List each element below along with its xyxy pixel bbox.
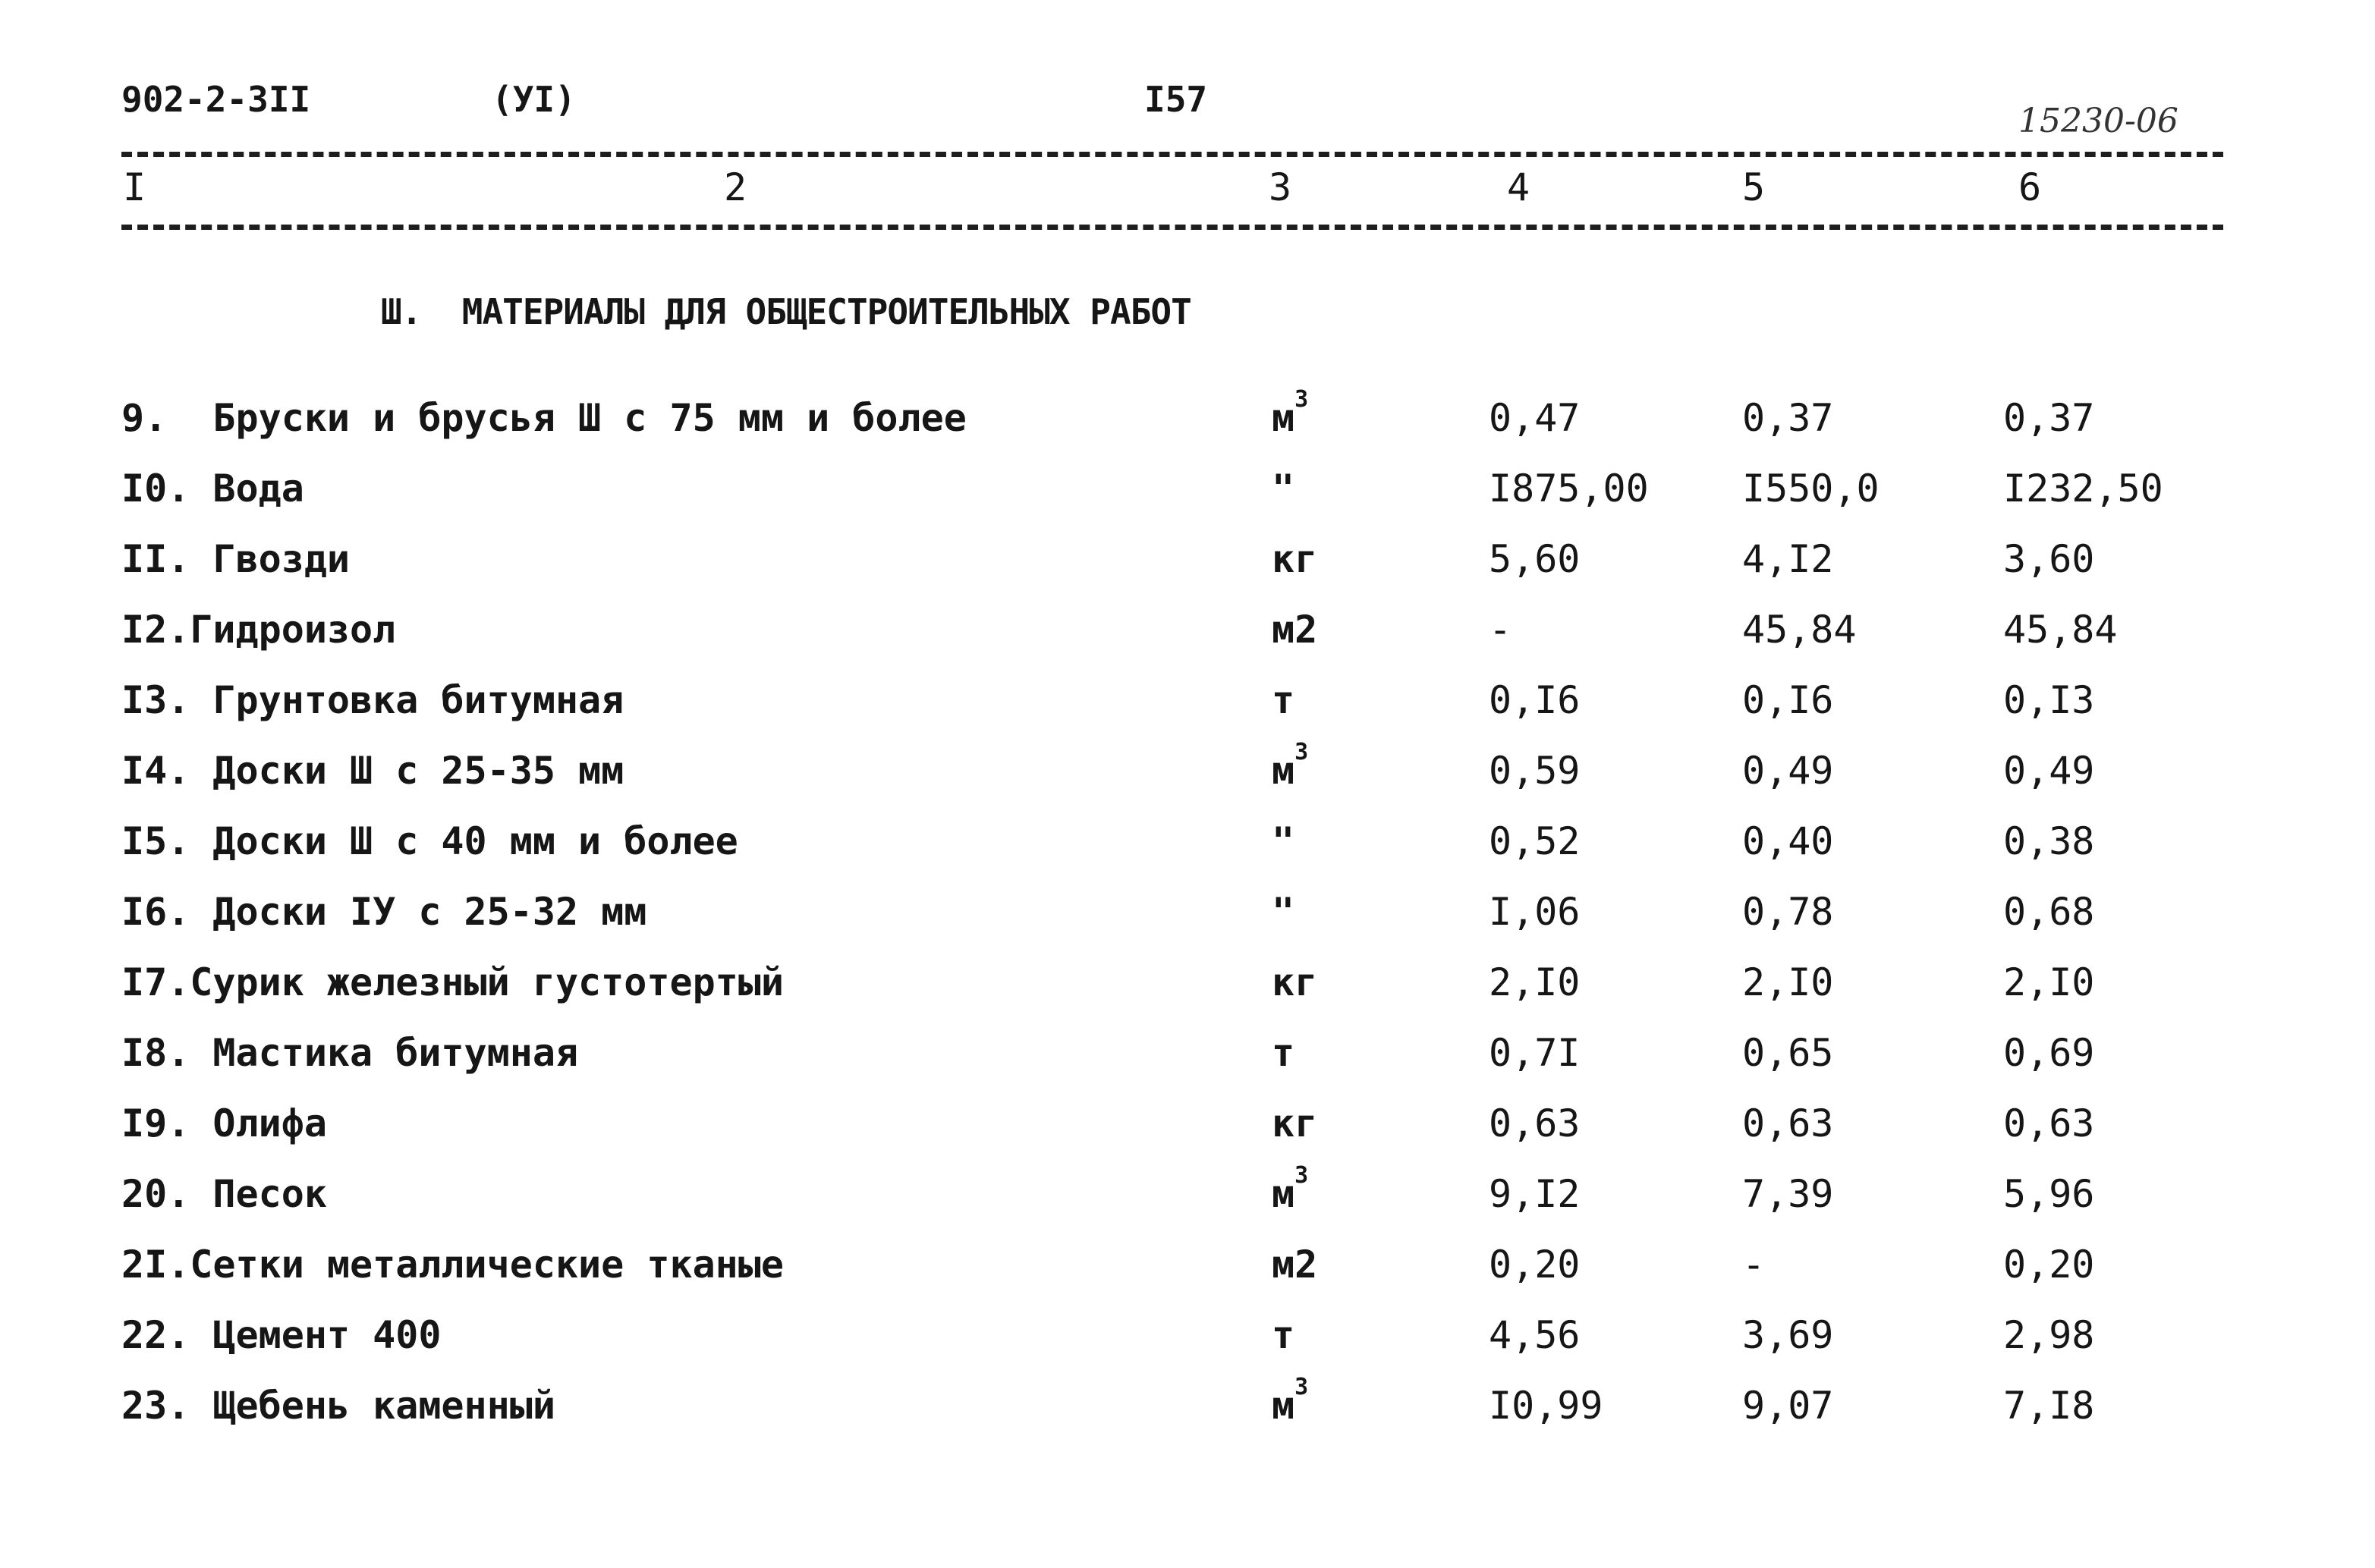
quantity-col4: 2,I0	[1489, 960, 1581, 1004]
quantity-col6: 45,84	[2003, 608, 2118, 652]
quantity-col6: 0,38	[2003, 819, 2095, 863]
quantity-col5: 0,78	[1742, 890, 1834, 934]
quantity-col5: 0,37	[1742, 396, 1834, 440]
quantity-col5: -	[1742, 1243, 1766, 1287]
material-name: 9. Бруски и брусья Ш с 75 мм и более	[121, 396, 967, 440]
quantity-col6: 0,63	[2003, 1101, 2095, 1145]
table-row	[0, 1162, 2375, 1236]
quantity-col5: 4,I2	[1742, 537, 1834, 581]
quantity-col4: 0,59	[1489, 749, 1581, 793]
quantity-col4: I875,00	[1489, 467, 1649, 511]
header-rule-top	[121, 152, 2223, 157]
table-row	[0, 819, 2375, 883]
material-name: 20. Песок	[121, 1172, 327, 1216]
column-number-1: I	[123, 165, 146, 209]
table-row	[0, 467, 2375, 530]
table-row	[0, 1243, 2375, 1306]
quantity-col4: 0,63	[1489, 1101, 1581, 1145]
material-name: I5. Доски Ш с 40 мм и более	[121, 819, 738, 863]
material-unit: $м^3$	[1272, 386, 1309, 440]
material-name: I2.Гидроизол	[121, 608, 396, 652]
quantity-col4: 0,52	[1489, 819, 1581, 863]
material-name: 2I.Сетки металлические тканые	[121, 1243, 784, 1287]
quantity-col6: 0,49	[2003, 749, 2095, 793]
table-row	[0, 1374, 2375, 1447]
material-unit: $м^3$	[1272, 1374, 1309, 1428]
material-unit: "	[1272, 890, 1295, 934]
quantity-col4: 4,56	[1489, 1313, 1581, 1357]
quantity-col6: 0,68	[2003, 890, 2095, 934]
table-row	[0, 1031, 2375, 1095]
material-name: I9. Олифа	[121, 1101, 327, 1145]
quantity-col4: I,06	[1489, 890, 1581, 934]
quantity-col6: 0,I3	[2003, 678, 2095, 722]
quantity-col4: 0,I6	[1489, 678, 1581, 722]
table-row	[0, 1101, 2375, 1165]
quantity-col5: 0,I6	[1742, 678, 1834, 722]
column-number-2: 2	[724, 165, 747, 209]
quantity-col5: 2,I0	[1742, 960, 1834, 1004]
series-code: (УI)	[492, 79, 576, 120]
quantity-col4: 0,47	[1489, 396, 1581, 440]
quantity-col5: 0,65	[1742, 1031, 1834, 1075]
quantity-col5: 0,49	[1742, 749, 1834, 793]
page-number: I57	[1144, 79, 1208, 120]
quantity-col6: 0,37	[2003, 396, 2095, 440]
material-name: I8. Мастика битумная	[121, 1031, 579, 1075]
material-unit: $м^3$	[1272, 739, 1309, 793]
header-rule-bottom	[121, 225, 2223, 230]
material-unit: м2	[1272, 608, 1318, 652]
quantity-col5: 45,84	[1742, 608, 1857, 652]
table-row	[0, 537, 2375, 601]
table-row	[0, 678, 2375, 742]
material-name: I7.Сурик железный густотертый	[121, 960, 784, 1004]
material-unit: м2	[1272, 1243, 1318, 1287]
quantity-col4: 5,60	[1489, 537, 1581, 581]
quantity-col6: 0,69	[2003, 1031, 2095, 1075]
quantity-col5: 7,39	[1742, 1172, 1834, 1216]
table-row	[0, 1313, 2375, 1377]
quantity-col6: 2,I0	[2003, 960, 2095, 1004]
quantity-col5: 3,69	[1742, 1313, 1834, 1357]
quantity-col6: 2,98	[2003, 1313, 2095, 1357]
quantity-col6: 3,60	[2003, 537, 2095, 581]
section-title: Ш. МАТЕРИАЛЫ ДЛЯ ОБЩЕСТРОИТЕЛЬНЫХ РАБОТ	[381, 291, 1191, 332]
quantity-col5: 0,40	[1742, 819, 1834, 863]
material-unit: $м^3$	[1272, 1162, 1309, 1216]
quantity-col4: 9,I2	[1489, 1172, 1581, 1216]
material-name: I0. Вода	[121, 467, 304, 511]
column-number-4: 4	[1507, 165, 1530, 209]
table-row	[0, 739, 2375, 812]
material-unit: т	[1272, 678, 1295, 722]
material-unit: кг	[1272, 537, 1318, 581]
quantity-col5: I550,0	[1742, 467, 1880, 511]
material-unit: "	[1272, 819, 1295, 863]
table-row	[0, 386, 2375, 460]
material-unit: кг	[1272, 960, 1318, 1004]
quantity-col4: -	[1489, 608, 1512, 652]
document-code: 902-2-3II	[121, 79, 311, 120]
quantity-col6: 5,96	[2003, 1172, 2095, 1216]
material-unit: т	[1272, 1313, 1295, 1357]
quantity-col5: 0,63	[1742, 1101, 1834, 1145]
material-name: 23. Щебень каменный	[121, 1384, 555, 1428]
column-number-5: 5	[1742, 165, 1766, 209]
table-row	[0, 890, 2375, 954]
quantity-col4: 0,7I	[1489, 1031, 1581, 1075]
quantity-col4: 0,20	[1489, 1243, 1581, 1287]
quantity-col6: I232,50	[2003, 467, 2163, 511]
material-name: I4. Доски Ш с 25-35 мм	[121, 749, 624, 793]
material-name: 22. Цемент 400	[121, 1313, 442, 1357]
table-row	[0, 960, 2375, 1024]
quantity-col6: 0,20	[2003, 1243, 2095, 1287]
material-unit: "	[1272, 467, 1295, 511]
quantity-col6: 7,I8	[2003, 1384, 2095, 1428]
material-unit: кг	[1272, 1101, 1318, 1145]
quantity-col4: I0,99	[1489, 1384, 1603, 1428]
material-name: II. Гвозди	[121, 537, 351, 581]
handwritten-stamp: 15230-06	[2018, 102, 2178, 140]
material-unit: т	[1272, 1031, 1295, 1075]
column-number-3: 3	[1269, 165, 1292, 209]
column-number-6: 6	[2018, 165, 2042, 209]
material-name: I6. Доски IУ с 25-32 мм	[121, 890, 647, 934]
material-name: I3. Грунтовка битумная	[121, 678, 624, 722]
quantity-col5: 9,07	[1742, 1384, 1834, 1428]
table-row	[0, 608, 2375, 671]
